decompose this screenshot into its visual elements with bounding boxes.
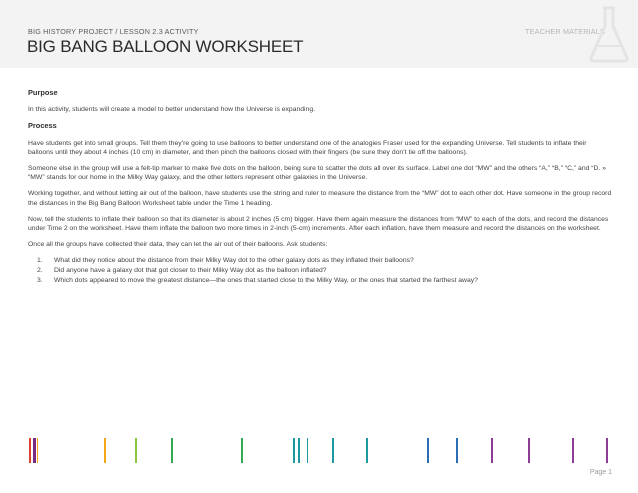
stripe (29, 438, 31, 463)
question-text: What did they notice about the distance from their Milky Way dot to the other galaxy dots as they inflated their balloons? (54, 257, 414, 265)
stripe (606, 438, 608, 463)
question-number: 2. (37, 267, 43, 275)
header-band (0, 0, 638, 68)
process-paragraph: Someone else in the group will use a felt-tip marker to make five dots on the balloon, being sure to scatter the dots all over its surface. Label one dot “MW” and the others “A,” “B,” “C,” and “D. » “MW” stands for our home in the Milky Way galaxy, and the other letters represent other galaxies in the Universe. (28, 165, 607, 182)
question-text: Which dots appeared to move the greatest distance—the ones that started close to the Milky Way, or the ones that started the farthest away? (54, 276, 478, 284)
page-title: BIG BANG BALLOON WORKSHEET (27, 37, 304, 56)
purpose-heading: Purpose (28, 88, 58, 97)
flask-icon (586, 4, 632, 64)
process-paragraph: Have students get into small groups. Tell them they’re going to use balloons to better understand one of the analogies Fraser used for the expanding Universe. Tell students to inflate their balloons until they about 4 inches (10 cm) in diameter, and then pinch the balloons closed with their fingers (be sure they don’t tie off the balloons). (28, 139, 587, 156)
process-paragraph: Once all the groups have collected their data, they can let the air out of their balloons. Ask students: (28, 241, 328, 249)
stripe (135, 438, 137, 463)
stripe (37, 438, 38, 463)
purpose-text: In this activity, students will create a model to better understand how the Universe is expanding. (28, 106, 316, 114)
stripe (427, 438, 429, 463)
decorative-stripes (0, 438, 638, 466)
list-item (37, 266, 612, 275)
stripe (104, 438, 106, 463)
stripe (241, 438, 243, 463)
stripe (332, 438, 334, 463)
stripe (298, 438, 300, 463)
list-item (37, 276, 612, 285)
audience-label: TEACHER MATERIALS (525, 27, 605, 36)
stripe (171, 438, 173, 463)
question-text: Did anyone have a galaxy dot that got closer to their Milky Way dot as the balloon inflated? (54, 267, 327, 275)
series-breadcrumb: BIG HISTORY PROJECT / LESSON 2.3 ACTIVITY (28, 27, 199, 36)
stripe (366, 438, 368, 463)
stripe (491, 438, 493, 463)
process-paragraph: Working together, and without letting air out of the balloon, have students use the string and ruler to measure the distance from the “MW” dot to each other dot. Have someone in the group record the distances in the Big Bang Balloon Worksheet table under the Time 1 heading. (28, 190, 612, 207)
stripe (456, 438, 458, 463)
stripe (293, 438, 295, 463)
question-number: 1. (37, 257, 43, 265)
stripe (528, 438, 530, 463)
page-number: Page 1 (589, 469, 612, 476)
stripe (307, 438, 308, 463)
stripe (572, 438, 574, 463)
stripe (33, 438, 36, 463)
question-number: 3. (37, 276, 43, 284)
list-item (37, 256, 612, 265)
question-list (28, 256, 612, 285)
process-paragraph: Now, tell the students to inflate their balloon so that its diameter is about 2 inches (5 cm) bigger. Have them again measure the distances from “MW” to each of the dots, and record the distances under Time 2 on the worksheet. Have them inflate the balloon two more times in 2-inch (5-cm) increments. After each inflation, have them measure and record the distances on the worksheet. (28, 215, 609, 233)
worksheet-body (28, 88, 612, 286)
process-heading: Process (28, 121, 57, 131)
